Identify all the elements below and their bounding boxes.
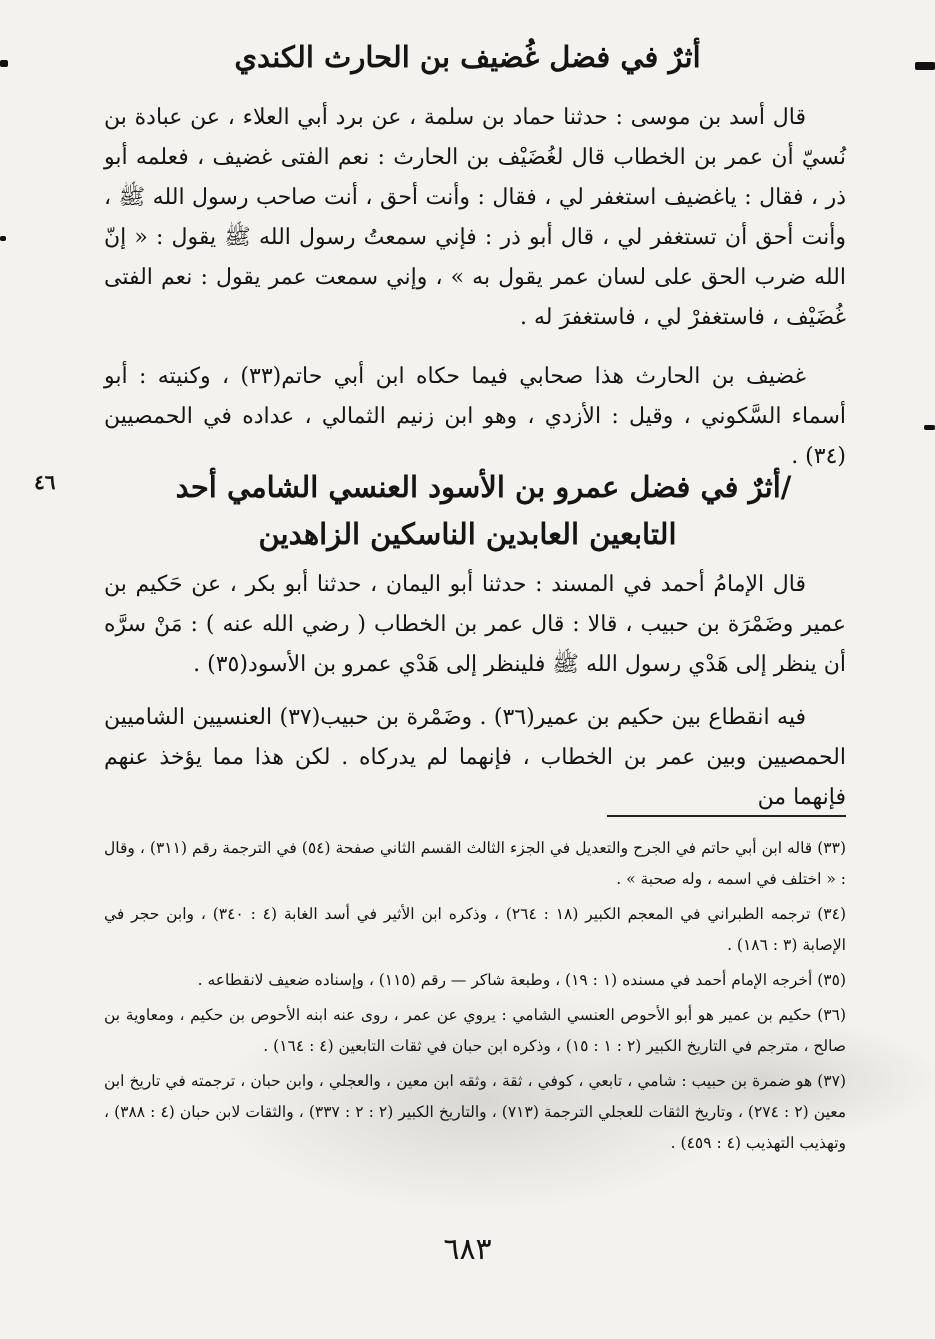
page-number: ٦٨٣ <box>443 1232 492 1267</box>
section-heading-2-subtitle: التابعين العابدين الناسكين الزاهدين <box>258 517 677 551</box>
footnote: (٣٦) حكيم بن عمير هو أبو الأحوص العنسي الشامي : يروي عن عمر ، روى عنه ابنه الأحوص بن حكيم ، ومعاوية بن صالح ، مترجم في التاريخ الكبير (٢ : ١ : ١٥) ، وذكره ابن حبان في ثقات التابعين (٤ : ١٦٤) . <box>104 1006 846 1055</box>
edge-mark <box>0 236 6 241</box>
edge-mark <box>924 425 935 430</box>
footnotes <box>104 833 846 1163</box>
footnote: (٣٧) هو ضمرة بن حبيب : شامي ، تابعي ، كوفي ، ثقة ، وثقه ابن معين ، والعجلي ، وابن حبان ، ترجمته في تاريخ ابن معين (٢ : ٢٧٤) ، وتاريخ الثقات للعجلي الترجمة (٧١٣) ، والتاريخ الكبير (٢ : ٢ : ٣٣٧) ، والثقات لابن حبان (٤ : ٣٨٨) ، وتهذيب التهذيب (٤ : ٤٥٩) . <box>104 1072 847 1152</box>
section-heading-2: /أثرٌ في فضل عمرو بن الأسود العنسي الشامي أحد <box>175 470 792 504</box>
footnote: (٣٣) قاله ابن أبي حاتم في الجرح والتعديل في الجزء الثالث القسم الثاني صفحة (٥٤) في الترجمة رقم (٣١١) ، وقال : « اختلف في اسمه ، وله صحبة » . <box>104 839 846 888</box>
footnote: (٣٥) أخرجه الإمام أحمد في مسنده (١ : ١٩) ، وطبعة شاكر — رقم (١١٥) ، وإسناده ضعيف لانقطاعه . <box>197 971 846 989</box>
paragraph-2: غضيف بن الحارث هذا صحابي فيما حكاه ابن أبي حاتم(٣٣) ، وكنيته : أبو أسماء السَّكوني ، وقيل : الأزدي ، وهو ابن زنيم الثمالي ، عداده في الحمصيين (٣٤) . <box>104 364 846 469</box>
footnote-separator <box>607 815 846 817</box>
margin-page-reference: ٤٦ <box>34 470 56 494</box>
paragraph-4: فيه انقطاع بين حكيم بن عمير(٣٦) . وضَمْرة بن حبيب(٣٧) العنسيين الشاميين الحمصيين وبين عمر بن الخطاب ، فإنهما لم يدركاه . لكن هذا مما يؤخذ عنهم فإنهما من <box>104 705 846 810</box>
footnote: (٣٤) ترجمه الطبراني في المعجم الكبير (١٨ : ٢٦٤) ، وذكره ابن الأثير في أسد الغابة (٤ : ٣٤٠) ، وابن حجر في الإصابة (٣ : ١٨٦) . <box>104 905 847 954</box>
section-heading-1: أثرٌ في فضل غُضيف بن الحارث الكندي <box>234 40 701 74</box>
paragraph-3: قال الإمامُ أحمد في المسند : حدثنا أبو اليمان ، حدثنا أبو بكر ، عن حَكيم بن عمير وضَمْرَة بن حبيب ، قالا : قال عمر بن الخطاب ( رضي الله عنه ) : مَنْ سرَّه أن ينظر إلى هَدْي رسول الله ﷺ فلينظر إلى هَدْي عمرو بن الأسود(٣٥) . <box>104 572 846 677</box>
paragraph-1: قال أسد بن موسى : حدثنا حماد بن سلمة ، عن برد أبي العلاء ، عن عبادة بن نُسيّ أن عمر بن الخطاب قال لغُضَيْف بن الحارث : نعم الفتى غضيف ، فعلمه أبو ذر ، فقال : ياغضيف استغفر لي ، فقال : وأنت أحق ، أنت صاحب رسول الله ﷺ ، وأنت أحق أن تستغفر لي ، قال أبو ذر : فإني سمعتُ رسول الله ﷺ يقول : « إنّ الله ضرب الحق على لسان عمر يقول به » ، وإني سمعت عمر يقول : نعم الفتى غُضَيْف ، فاستغفرْ لي ، فاستغفرَ له . <box>104 105 846 330</box>
